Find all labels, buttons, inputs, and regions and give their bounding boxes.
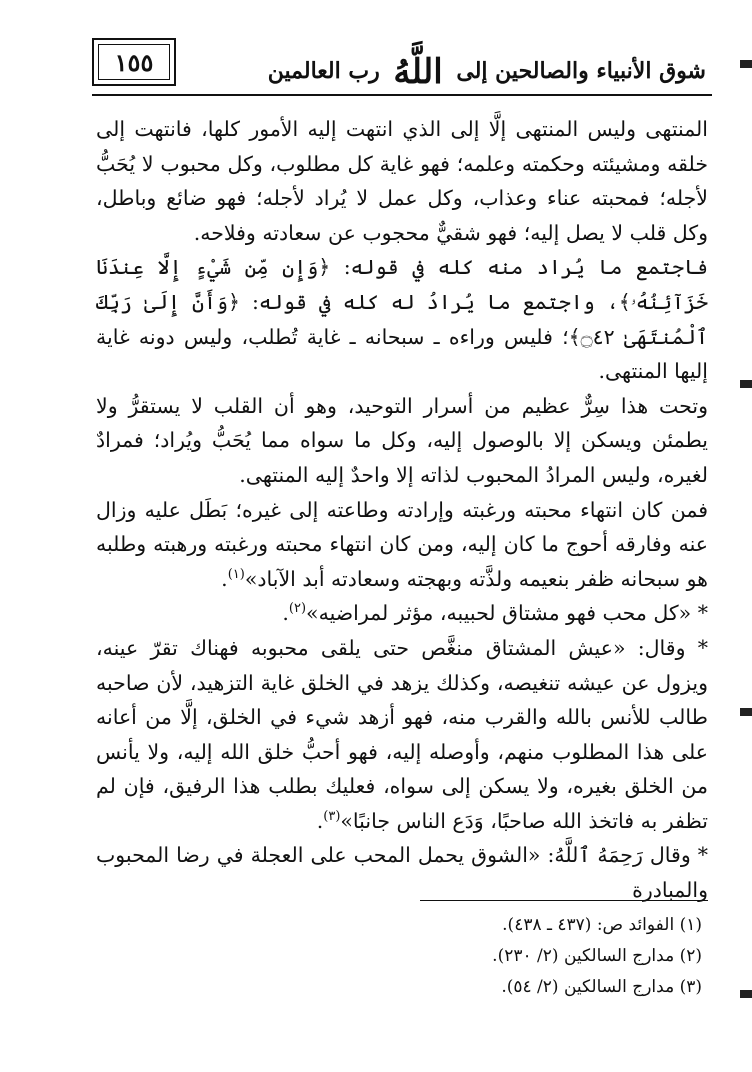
scan-edge-mark [740,380,752,388]
paragraph-1: المنتهى وليس المنتهى إلَّا إلى الذي انتهت إليه الأمور كلها، فانتهت إلى خلقه ومشيئته وحكمته وعلمه؛ فهو غاية كل مطلوب، وكل محبوب لا يُحَبُّ لأجله؛ فمحبته عناء وعذاب، وكل عمل لا يُراد لأجله؛ فهو ضائع وباطل، وكل قلب لا يصل إليه؛ فهو شقيٌّ محجوب عن سعادته وفلاحه. [96,117,708,245]
footnote-2: (٢) مدارج السالكين (٢/ ٢٣٠). [492,946,702,966]
footnotes [96,910,708,1003]
scan-edge-mark [740,990,752,998]
footnote-divider [420,900,708,901]
paragraph-6: * وقال: «عيش المشتاق منغَّص حتى يلقى محبوبه فهناك تقرّ عينه، ويزول عن عيشه تنغيصه، وكذلك يزهد في الخلق غاية التزهيد، لأن صاحبه طالب للأنس بالله والقرب منه، فهو أزهد شيء في الخلق، إلَّا من أعانه على هذا المطلوب منهم، وأوصله إليه، فهو أحبُّ خلق الله إليه، ولا يأنس من الخلق بغيره، ولا يسكن إلى سواه، فعليك بطلب هذا الرفيق، فإن لم تظفر به فاتخذ الله صاحبًا، وَدَع الناس جانبًا»$^{(٣)}$. [96,635,708,833]
footnote-marker-2: (٢) [288,601,307,617]
footnote-marker-3: (٣) [323,809,341,825]
paragraph-2: فاجتمع ما يُراد منه كله في قوله: ﴿وَإِن مِّن شَيْءٍ إِلَّا عِندَنَا خَزَآئِنُهُۥ﴾، واجتمع ما يُرادُ له كله في قوله: ﴿وَأَنَّ إِلَىٰ رَبِّكَ ٱلْمُنتَهَىٰ ۝٤٢﴾؛ فليس وراءه ـ سبحانه ـ غاية تُطلب، وليس دونه غاية إليها المنتهى. [96,255,708,384]
paragraph-5: * «كل محب فهو مشتاق لحبيبه، مؤثر لمراضيه»$^{(٢)}$. [282,601,708,626]
header-divider [92,94,712,96]
footnote-1: (١) الفوائد ص: (٤٣٧ ـ ٤٣٨). [502,915,702,935]
page-number: ١٥٥ [114,47,154,77]
paragraph-3: وتحت هذا سِرٌّ عظيم من أسرار التوحيد، وهو أن القلب لا يستقرُّ ولا يطمئن ويسكن إلا بالوصول إليه، وكل ما سواه مما يُحَبُّ ويُراد؛ فمرادٌ لغيره، وليس المرادُ المحبوب لذاته إلا واحدٌ إليه المنتهى. [96,393,708,487]
running-header [92,38,712,94]
header-title-part1: شوق الأنبياء والصالحين إلى [456,58,706,84]
scan-edge-mark [740,60,752,68]
footnote-3: (٣) مدارج السالكين (٢/ ٥٤). [501,977,702,997]
footnote-marker-1: (١) [227,566,245,582]
paragraph-7: * وقال رَحِمَهُ ٱللَّهُ: «الشوق يحمل المحب على العجلة في رضا المحبوب والمبادرة [96,843,708,903]
paragraph-4-text: فمن كان انتهاء محبته ورغبته وإرادته وطاعته إلى غيره؛ بَطَل عليه وزال عنه وفارقه أحوج ما كان إليه، ومن كان انتهاء محبته ورغبته ورهبته وطلبه هو سبحانه ظفر بنعيمه ولذَّته وبهجته وسعادته أبد الآباد» [96,497,708,591]
paragraph-5-text: * «كل محب فهو مشتاق لحبيبه، مؤثر لمراضيه» [306,601,708,626]
paragraph-6-text: * وقال: «عيش المشتاق منغَّص حتى يلقى محبوبه فهناك تقرّ عينه، ويزول عن عيشه تنغيصه، وكذلك يزهد في الخلق غاية التزهيد، لأن صاحبه طالب للأنس بالله والقرب منه، فهو أزهد شيء في الخلق، إلَّا من أعانه على هذا المطلوب منهم، وأوصله إليه، فهو أحبُّ خلق الله إليه، ولا يأنس من الخلق بغيره، ولا يسكن إلى سواه، فعليك بطلب هذا الرفيق، فإن لم تظفر به فاتخذ الله صاحبًا، وَدَع الناس جانبًا» [96,635,708,833]
scan-edge-mark [740,708,752,716]
main-text [96,112,708,908]
header-title [268,52,706,92]
allah-calligraphy: اللَّهُ [393,52,443,92]
header-title-part2: رب العالمين [267,58,380,84]
paragraph-4: فمن كان انتهاء محبته ورغبته وإرادته وطاعته إلى غيره؛ بَطَل عليه وزال عنه وفارقه أحوج ما كان إليه، ومن كان انتهاء محبته ورغبته ورهبته وطلبه هو سبحانه ظفر بنعيمه ولذَّته وبهجته وسعادته أبد الآباد»$^{(١)}$. [96,497,708,591]
